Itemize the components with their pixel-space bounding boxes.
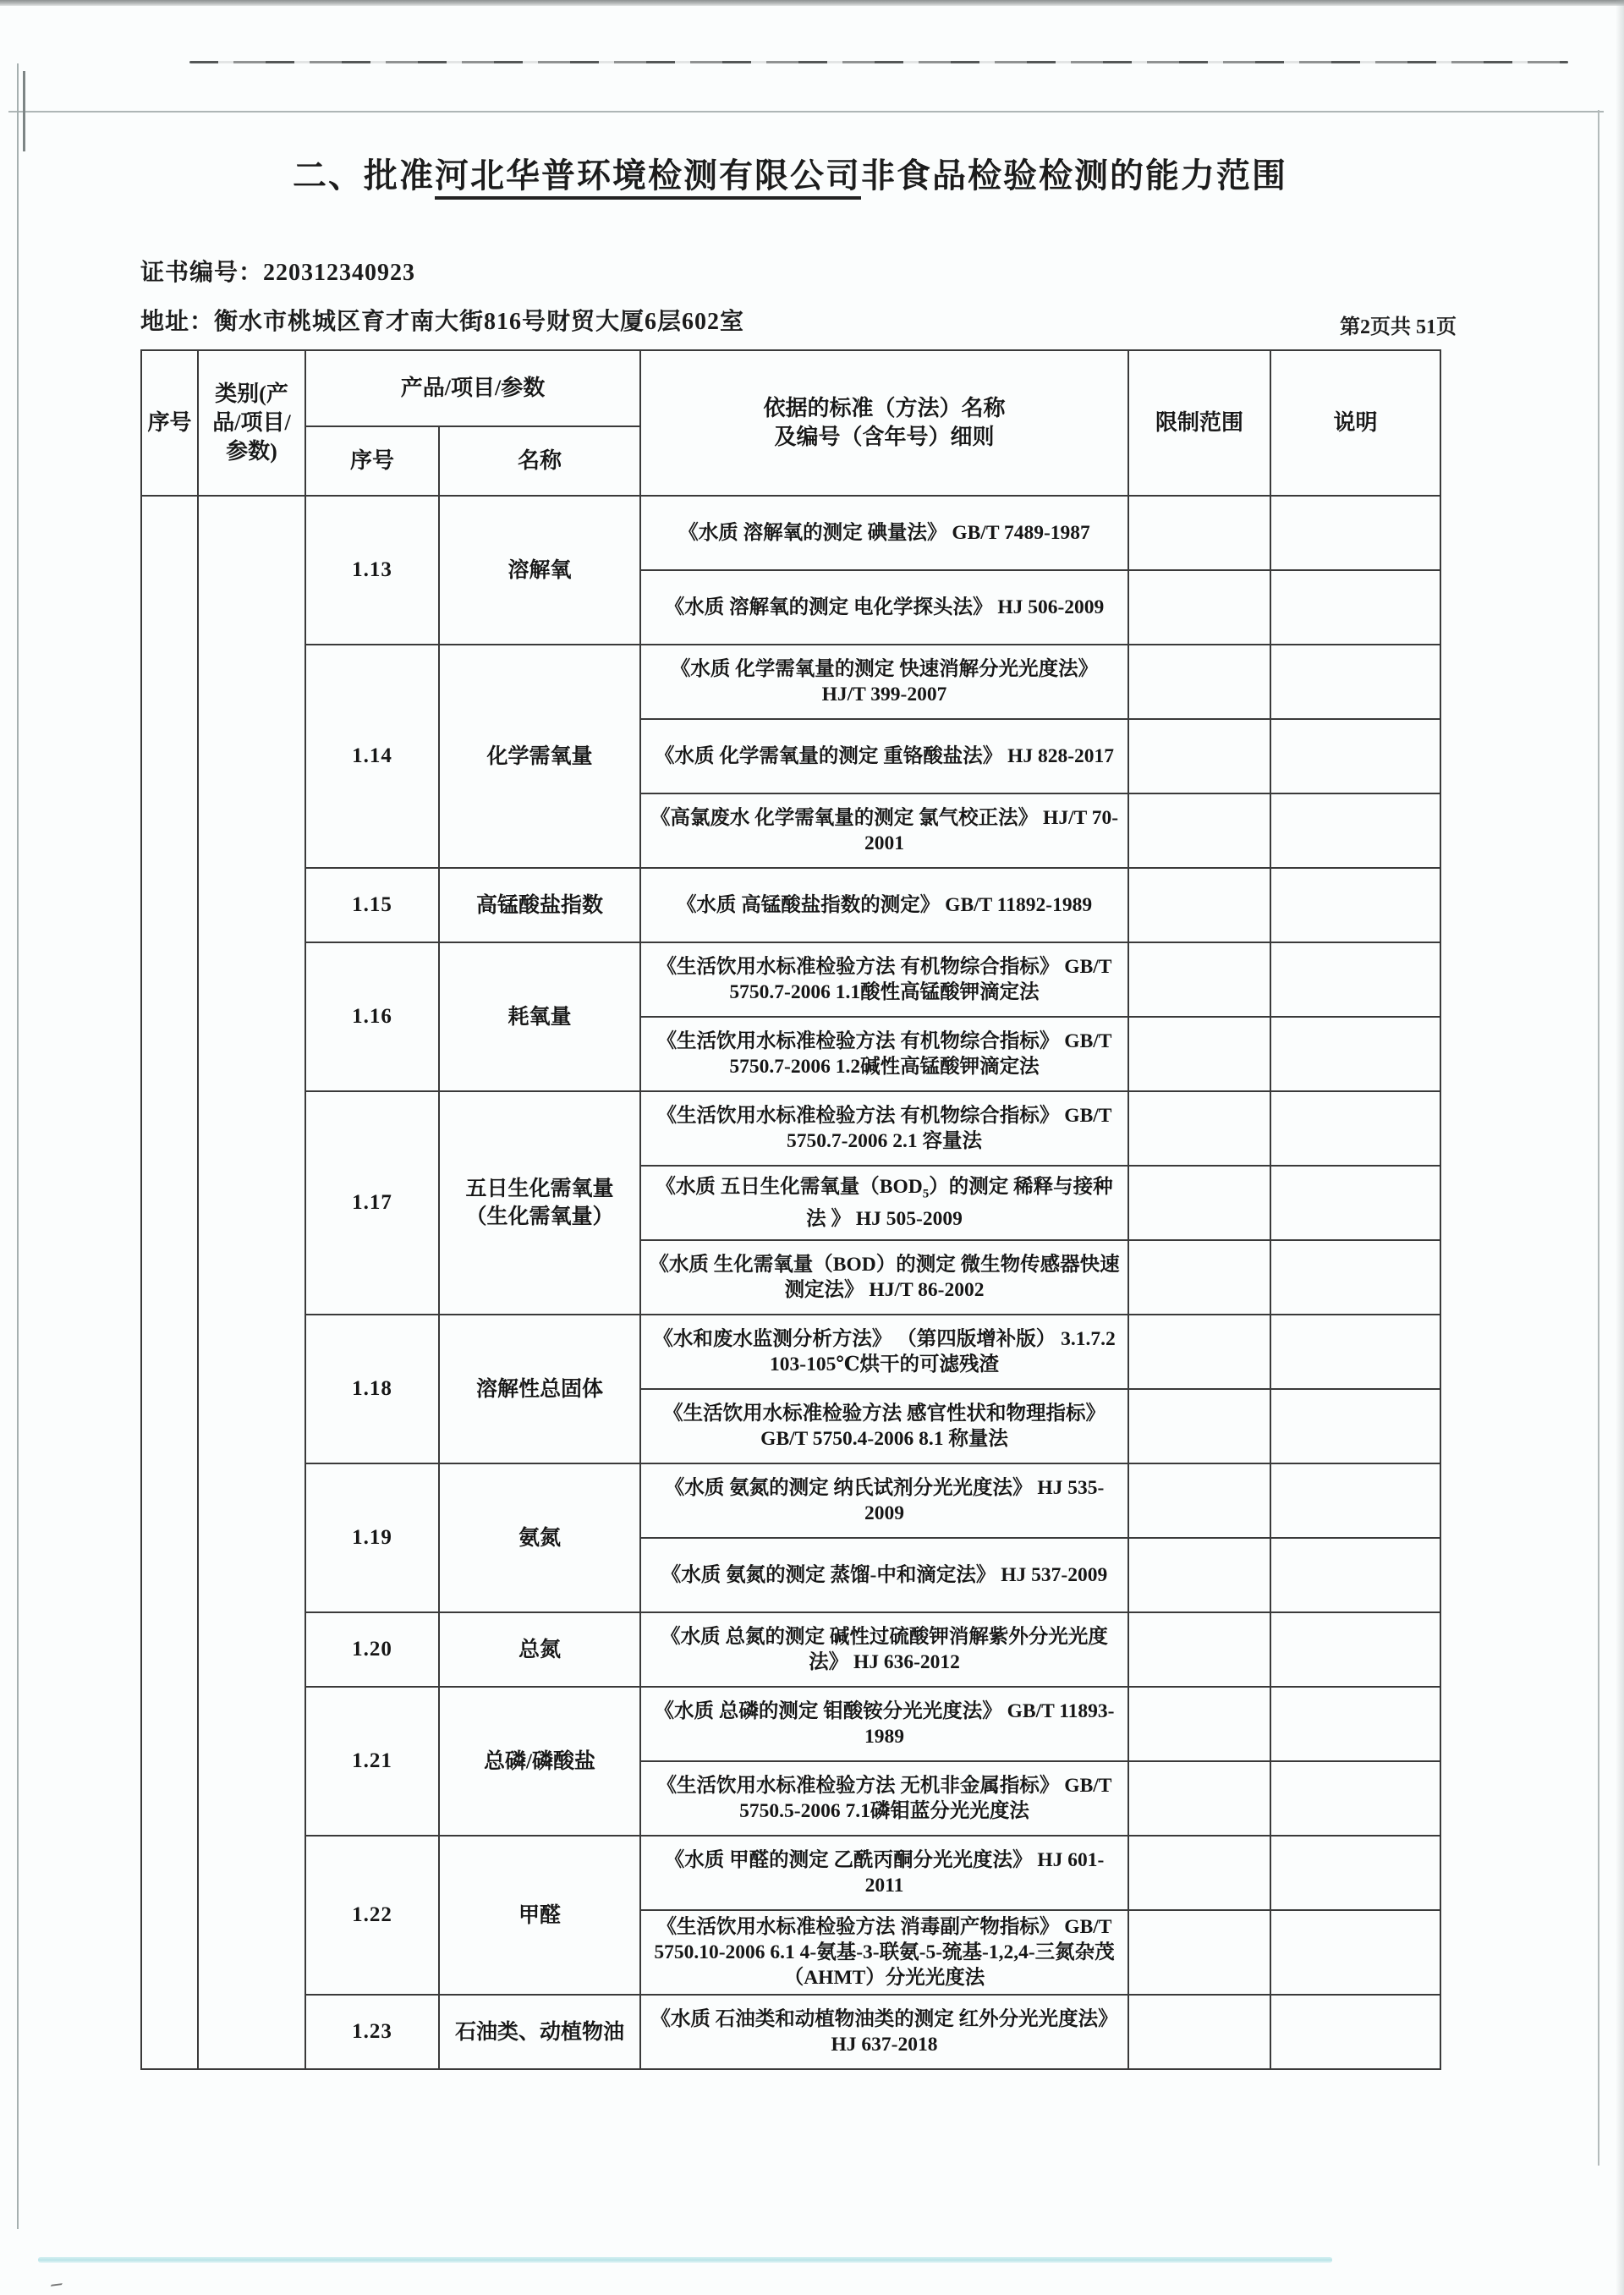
title-company-name: 河北华普环境检测有限公司 xyxy=(435,156,861,200)
scan-speck xyxy=(51,2276,67,2287)
limit-scope-cell xyxy=(1128,1761,1270,1836)
scan-edge-top xyxy=(0,0,1624,6)
note-cell xyxy=(1270,719,1440,793)
note-cell xyxy=(1270,1017,1440,1091)
table-row xyxy=(141,1612,1440,1687)
standard-method-cell: 《高氯废水 化学需氧量的测定 氯气校正法》 HJ/T 70-2001 xyxy=(640,793,1128,868)
note-cell xyxy=(1270,942,1440,1017)
table-row xyxy=(141,1836,1440,1910)
standard-method-cell: 《水质 化学需氧量的测定 重铬酸盐法》 HJ 828-2017 xyxy=(640,719,1128,793)
header-category: 类别(产品/项目/参数) xyxy=(198,350,305,496)
standard-method-cell: 《水质 溶解氧的测定 电化学探头法》 HJ 506-2009 xyxy=(640,570,1128,645)
header-limit: 限制范围 xyxy=(1128,350,1270,496)
standard-method-cell: 《水质 生化需氧量（BOD）的测定 微生物传感器快速测定法》 HJ/T 86-2002 xyxy=(640,1240,1128,1315)
limit-scope-cell xyxy=(1128,1091,1270,1166)
standard-method-cell: 《水质 溶解氧的测定 碘量法》 GB/T 7489-1987 xyxy=(640,496,1128,570)
standard-method-cell: 《生活饮用水标准检验方法 有机物综合指标》 GB/T 5750.7-2006 1.2碱性高锰酸钾滴定法 xyxy=(640,1017,1128,1091)
table-body xyxy=(141,496,1440,2069)
certificate-number-line xyxy=(140,254,415,288)
table-row xyxy=(141,942,1440,1017)
header-product-group: 产品/项目/参数 xyxy=(305,350,640,426)
item-number-cell: 1.23 xyxy=(305,1995,439,2069)
standard-method-cell: 《水质 总磷的测定 钼酸铵分光光度法》 GB/T 11893-1989 xyxy=(640,1687,1128,1761)
scan-edge-right xyxy=(1598,110,1599,2166)
limit-scope-cell xyxy=(1128,1389,1270,1463)
note-cell xyxy=(1270,1091,1440,1166)
header-index: 序号 xyxy=(141,350,198,496)
limit-scope-cell xyxy=(1128,496,1270,570)
header-standard-line1: 依据的标准（方法）名称 xyxy=(763,396,1006,420)
limit-scope-cell xyxy=(1128,1612,1270,1687)
item-name-cell: 耗氧量 xyxy=(439,942,640,1091)
limit-scope-cell xyxy=(1128,868,1270,942)
item-name-cell: 化学需氧量 xyxy=(439,645,640,868)
category-column-cell xyxy=(198,496,305,2069)
item-number-cell: 1.20 xyxy=(305,1612,439,1687)
standard-method-cell: 《水质 石油类和动植物油类的测定 红外分光光度法》 HJ 637-2018 xyxy=(640,1995,1128,2069)
header-standard xyxy=(640,350,1128,496)
limit-scope-cell xyxy=(1128,1538,1270,1612)
item-number-cell: 1.16 xyxy=(305,942,439,1091)
standard-method-cell: 《水质 五日生化需氧量$(BOD_5)$的测定 稀释与接种法 》 HJ 505-2009 xyxy=(640,1166,1128,1240)
standard-method-cell: 《生活饮用水标准检验方法 有机物综合指标》 GB/T 5750.7-2006 2.1 容量法 xyxy=(640,1091,1128,1166)
standard-method-cell: 《水和废水监测分析方法》 （第四版增补版） 3.1.7.2 103-105℃烘干的可滤残渣 xyxy=(640,1315,1128,1389)
scan-edge-left xyxy=(17,63,19,2229)
note-cell xyxy=(1270,793,1440,868)
note-cell xyxy=(1270,1910,1440,1995)
item-number-cell: 1.18 xyxy=(305,1315,439,1463)
limit-scope-cell xyxy=(1128,942,1270,1017)
header-sub-name: 名称 xyxy=(439,426,640,496)
item-name-cell: 高锰酸盐指数 xyxy=(439,868,640,942)
item-name-cell: 总氮 xyxy=(439,1612,640,1687)
item-name-cell: 石油类、动植物油 xyxy=(439,1995,640,2069)
limit-scope-cell xyxy=(1128,793,1270,868)
note-cell xyxy=(1270,1761,1440,1836)
limit-scope-cell xyxy=(1128,1463,1270,1538)
standard-method-cell: 《水质 氨氮的测定 纳氏试剂分光光度法》 HJ 535-2009 xyxy=(640,1463,1128,1538)
limit-scope-cell xyxy=(1128,1836,1270,1910)
item-number-cell: 1.14 xyxy=(305,645,439,868)
item-name-cell: 溶解性总固体 xyxy=(439,1315,640,1463)
table-row xyxy=(141,1315,1440,1389)
limit-scope-cell xyxy=(1128,1687,1270,1761)
standard-method-cell: 《生活饮用水标准检验方法 消毒副产物指标》 GB/T 5750.10-2006 6.1 4-氨基-3-联氨-5-巯基-1,2,4-三氮杂茂（AHMT）分光光度法 xyxy=(640,1910,1128,1995)
note-cell xyxy=(1270,868,1440,942)
index-column-cell xyxy=(141,496,198,2069)
note-cell xyxy=(1270,1612,1440,1687)
note-cell xyxy=(1270,1836,1440,1910)
title-prefix: 二、批准 xyxy=(293,156,435,195)
limit-scope-cell xyxy=(1128,1166,1270,1240)
limit-scope-cell xyxy=(1128,1995,1270,2069)
page-title xyxy=(140,149,1440,197)
scan-artifact-line xyxy=(189,61,1568,63)
limit-scope-cell xyxy=(1128,719,1270,793)
standard-method-cell: 《水质 氨氮的测定 蒸馏-中和滴定法》 HJ 537-2009 xyxy=(640,1538,1128,1612)
table-header xyxy=(141,350,1440,496)
item-name-cell: 溶解氧 xyxy=(439,496,640,645)
limit-scope-cell xyxy=(1128,1017,1270,1091)
item-name-cell: 氨氮 xyxy=(439,1463,640,1612)
address-line xyxy=(140,303,744,337)
scan-edge-right-band xyxy=(1616,0,1624,2295)
item-number-cell: 1.13 xyxy=(305,496,439,645)
item-number-cell: 1.21 xyxy=(305,1687,439,1836)
note-cell xyxy=(1270,1538,1440,1612)
table-row xyxy=(141,1463,1440,1538)
note-cell xyxy=(1270,1389,1440,1463)
standard-method-cell: 《生活饮用水标准检验方法 有机物综合指标》 GB/T 5750.7-2006 1.1酸性高锰酸钾滴定法 xyxy=(640,942,1128,1017)
certificate-label: 证书编号： xyxy=(140,260,264,286)
item-name-cell: 甲醛 xyxy=(439,1836,640,1995)
limit-scope-cell xyxy=(1128,1315,1270,1389)
certificate-number: 220312340923 xyxy=(263,260,416,286)
limit-scope-cell xyxy=(1128,645,1270,719)
scan-bottom-line xyxy=(38,2257,1332,2263)
capability-table xyxy=(140,349,1441,2070)
table-row xyxy=(141,1687,1440,1761)
note-cell xyxy=(1270,1687,1440,1761)
table-row xyxy=(141,645,1440,719)
note-cell xyxy=(1270,1315,1440,1389)
scan-edge-left-mark xyxy=(23,71,25,151)
limit-scope-cell xyxy=(1128,1910,1270,1995)
item-name-cell: 五日生化需氧量（生化需氧量） xyxy=(439,1091,640,1315)
item-number-cell: 1.17 xyxy=(305,1091,439,1315)
note-cell xyxy=(1270,1995,1440,2069)
item-number-cell: 1.22 xyxy=(305,1836,439,1995)
table-row xyxy=(141,1995,1440,2069)
note-cell xyxy=(1270,645,1440,719)
scan-horizontal-rule xyxy=(8,111,1604,113)
header-standard-line2: 及编号（含年号）细则 xyxy=(774,425,995,449)
item-number-cell: 1.19 xyxy=(305,1463,439,1612)
title-suffix: 非食品检验检测的能力范围 xyxy=(861,156,1287,195)
standard-method-cell: 《水质 总氮的测定 碱性过硫酸钾消解紫外分光光度法》 HJ 636-2012 xyxy=(640,1612,1128,1687)
note-cell xyxy=(1270,496,1440,570)
item-number-cell: 1.15 xyxy=(305,868,439,942)
standard-method-cell: 《水质 甲醛的测定 乙酰丙酮分光光度法》 HJ 601-2011 xyxy=(640,1836,1128,1910)
address-value: 衡水市桃城区育才南大街816号财贸大厦6层602室 xyxy=(214,309,745,335)
standard-method-cell: 《生活饮用水标准检验方法 感官性状和物理指标》 GB/T 5750.4-2006 8.1 称量法 xyxy=(640,1389,1128,1463)
table-row xyxy=(141,1091,1440,1166)
standard-method-cell: 《水质 化学需氧量的测定 快速消解分光光度法》 HJ/T 399-2007 xyxy=(640,645,1128,719)
limit-scope-cell xyxy=(1128,1240,1270,1315)
page-number: 第2页共 51页 xyxy=(1340,316,1457,338)
note-cell xyxy=(1270,1240,1440,1315)
note-cell xyxy=(1270,1166,1440,1240)
address-label: 地址： xyxy=(140,309,215,335)
header-note: 说明 xyxy=(1270,350,1440,496)
note-cell xyxy=(1270,570,1440,645)
table-row xyxy=(141,496,1440,570)
note-cell xyxy=(1270,1463,1440,1538)
item-name-cell: 总磷/磷酸盐 xyxy=(439,1687,640,1836)
header-sub-index: 序号 xyxy=(305,426,439,496)
standard-method-cell: 《水质 高锰酸盐指数的测定》 GB/T 11892-1989 xyxy=(640,868,1128,942)
table-row xyxy=(141,868,1440,942)
standard-method-cell: 《生活饮用水标准检验方法 无机非金属指标》 GB/T 5750.5-2006 7.1磷钼蓝分光光度法 xyxy=(640,1761,1128,1836)
limit-scope-cell xyxy=(1128,570,1270,645)
